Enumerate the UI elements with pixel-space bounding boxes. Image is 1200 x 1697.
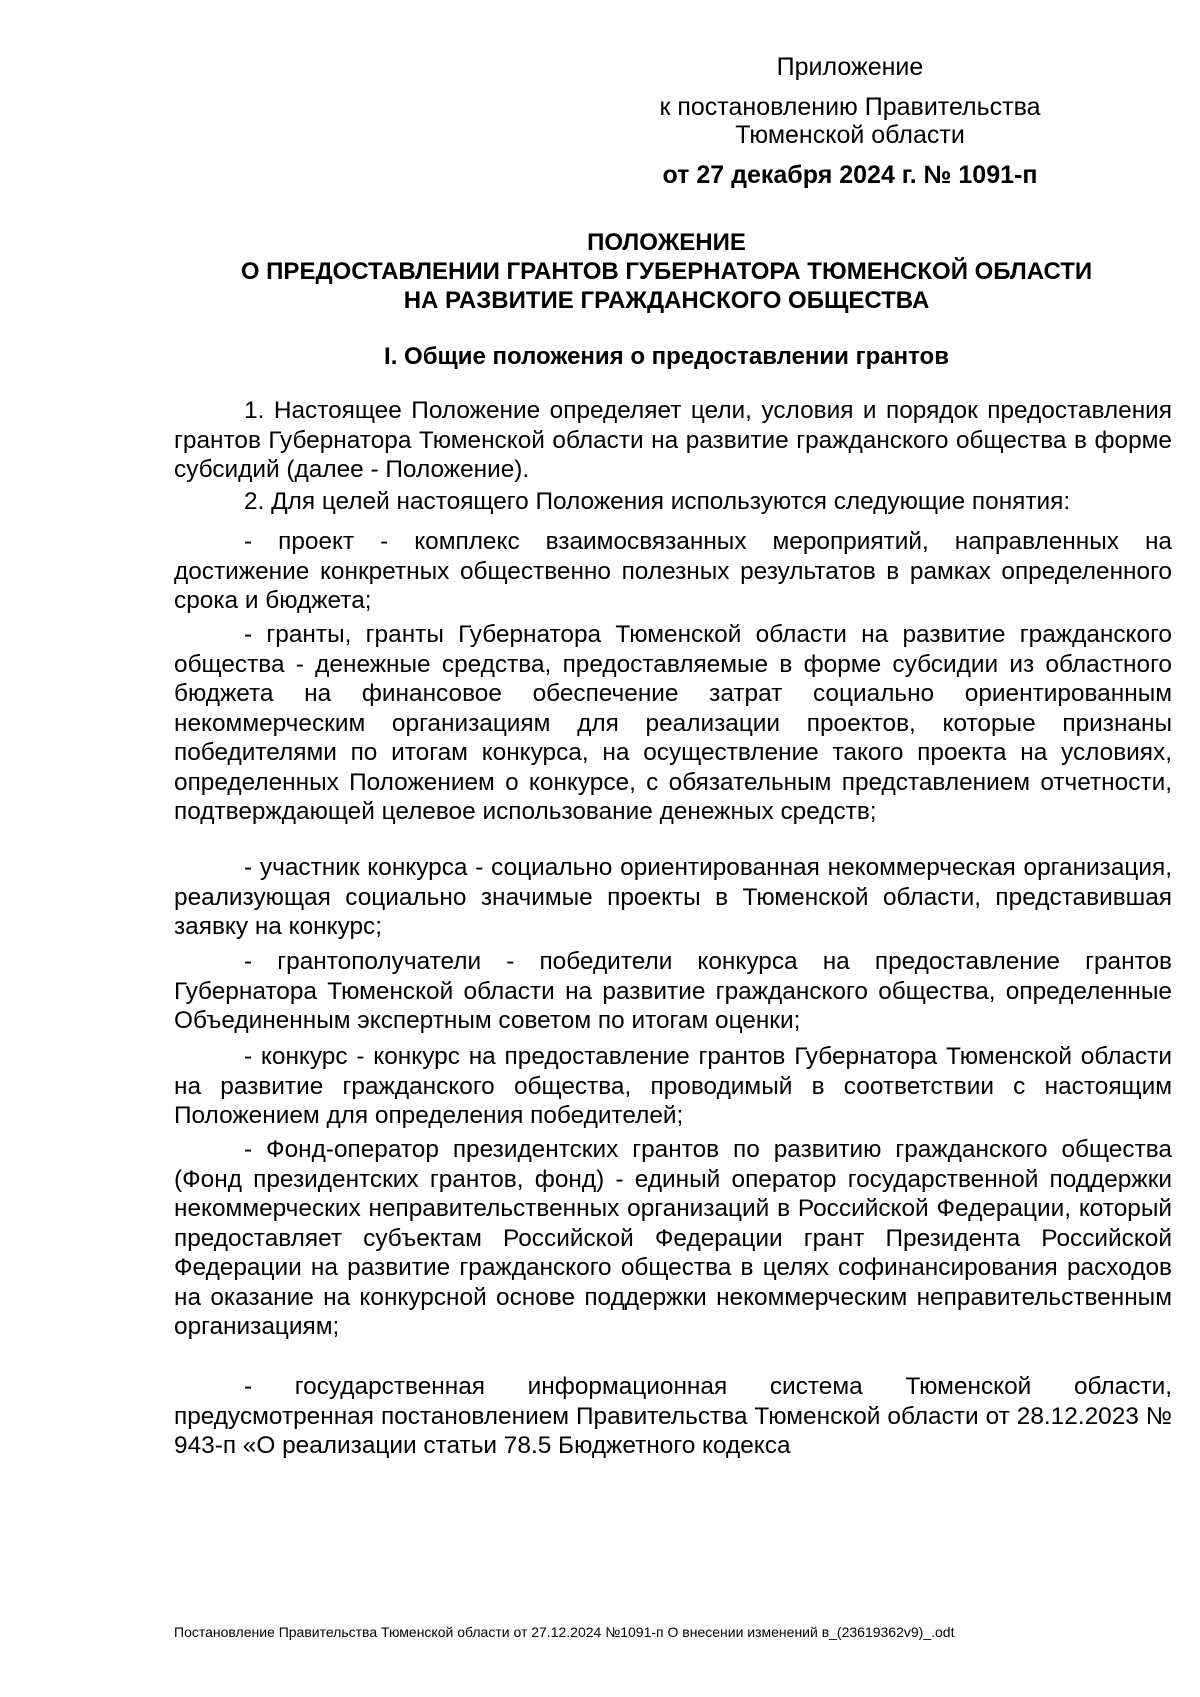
annex-label: Приложение [776,53,924,81]
annex-resolution: к постановлению Правительства [659,93,1041,121]
doc-title: ПОЛОЖЕНИЕ [587,229,746,256]
doc-subtitle-line1: О ПРЕДОСТАВЛЕНИИ ГРАНТОВ ГУБЕРНАТОРА ТЮМЕНСКОЙ ОБЛАСТИ [240,258,1093,285]
paragraph-1: 1. Настоящее Положение определяет цели, условия и порядок предоставления грантов Губернатора Тюменской области на развитие гражданского общества в форме субсидий (далее - Положение). [174,397,1172,483]
definition-project: - проект - комплекс взаимосвязанных мероприятий, направленных на достижение конкретных общественно полезных результатов в рамках определенного срока и бюджета; [174,528,1172,614]
page-footer: Постановление Правительства Тюменской области от 27.12.2024 №1091-п О внесении изменений в_(23619362v9)_.odt [174,1624,955,1640]
definition-grant-recipients: - грантополучатели - победители конкурса на предоставление грантов Губернатора Тюменской области на развитие гражданского общества, определенные Объединенным экспертным советом по итогам оценки; [174,948,1172,1034]
definition-contest: - конкурс - конкурс на предоставление грантов Губернатора Тюменской области на развитие гражданского общества, проводимый в соответствии с настоящим Положением для определения победителей; [174,1043,1172,1129]
annex-date-number: от 27 декабря 2024 г. № 1091-п [662,161,1038,189]
definition-grants: - гранты, гранты Губернатора Тюменской области на развитие гражданского общества - денежные средства, предоставляемые в форме субсидии из областного бюджета на финансовое обеспечение затрат социально ориентированным некоммерческим организациям для реализации проектов, которые признаны победителями по итогам конкурса, на осуществление такого проекта на условиях, определенных Положением о конкурсе, с обязательным представлением отчетности, подтверждающей целевое использование денежных средств; [174,621,1172,825]
paragraph-2: 2. Для целей настоящего Положения используются следующие понятия: [244,488,1071,515]
doc-subtitle-line2: НА РАЗВИТИЕ ГРАЖДАНСКОГО ОБЩЕСТВА [403,287,930,314]
definition-info-system: - государственная информационная система Тюменской области, предусмотренная постановлением Правительства Тюменской области от 28.12.2023 № 943-п «О реализации статьи 78.5 Бюджетного кодекса [174,1373,1172,1459]
annex-region: Тюменской области [735,121,965,149]
definition-participant: - участник конкурса - социально ориентированная некоммерческая организация, реализующая социально значимые проекты в Тюменской области, представившая заявку на конкурс; [174,854,1172,940]
definition-fund-operator: - Фонд-оператор президентских грантов по развитию гражданского общества (Фонд президентских грантов, фонд) - единый оператор государственной поддержки некоммерческих неправительственных организаций в Российской Федерации, который предоставляет субъектам Российской Федерации грант Президента Российской Федерации на развитие гражданского общества в целях софинансирования расходов на оказание на конкурсной основе поддержки некоммерческим неправительственным организациям; [174,1136,1172,1340]
section-heading: I. Общие положения о предоставлении грантов [384,343,949,370]
